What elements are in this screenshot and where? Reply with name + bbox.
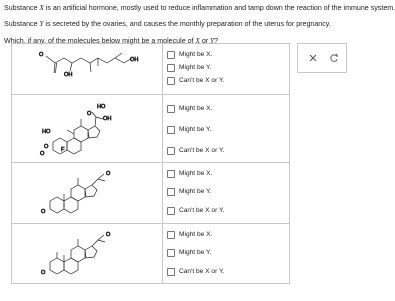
- molecule-3-options: [167, 163, 289, 224]
- molecule-3-radio-neither[interactable]: [167, 207, 175, 215]
- molecule-1-label-o: O: [39, 52, 44, 58]
- intro-line-3: Which, if any, of the molecules below might be a molecule of X or Y?: [4, 36, 218, 45]
- clear-button[interactable]: [306, 51, 320, 65]
- undo-icon: [329, 53, 339, 63]
- molecule-4-option-x[interactable]: Might be X.: [167, 229, 212, 240]
- molecule-1-option-x[interactable]: Might be X.: [167, 49, 212, 60]
- molecule-3-option-neither[interactable]: Can't be X or Y.: [167, 205, 224, 216]
- molecule-4-option-neither[interactable]: Can't be X or Y.: [167, 266, 224, 277]
- molecule-1-option-y[interactable]: Might be Y.: [167, 62, 211, 73]
- molecule-3-structure: [12, 163, 163, 224]
- molecule-4-radio-neither[interactable]: [167, 268, 175, 276]
- molecule-1-option-neither[interactable]: Can't be X or Y.: [167, 75, 224, 86]
- molecule-2-label-o2: O: [40, 151, 45, 157]
- molecule-2-option-x[interactable]: Might be X.: [167, 103, 212, 114]
- molecule-1-radio-y[interactable]: [167, 64, 175, 72]
- molecule-2-option-neither[interactable]: Can't be X or Y.: [167, 145, 224, 156]
- molecule-1-radio-x[interactable]: [167, 51, 175, 59]
- molecule-4-structure: [12, 224, 163, 284]
- molecule-2-radio-y[interactable]: [167, 126, 175, 134]
- molecule-2-structure: [12, 95, 163, 163]
- molecule-2-label-f: F: [61, 147, 65, 153]
- molecule-4-option-y[interactable]: Might be Y.: [167, 247, 211, 258]
- molecule-row-4: [12, 223, 289, 284]
- molecule-1-label-oh2: OH: [130, 57, 139, 63]
- molecule-2-option-y[interactable]: Might be Y.: [167, 124, 211, 135]
- molecule-4-label-o2: O: [106, 232, 111, 238]
- x-icon: [308, 53, 318, 63]
- molecule-4-label-o1: O: [41, 270, 46, 276]
- molecule-1-label-oh1: OH: [64, 72, 73, 78]
- molecule-1-options: [167, 44, 289, 94]
- molecule-2-options: [167, 95, 289, 163]
- molecule-grid: [11, 43, 290, 284]
- answer-toolbar: [297, 43, 347, 73]
- molecule-2-radio-neither[interactable]: [167, 147, 175, 155]
- molecule-3-label-o1: O: [41, 209, 46, 215]
- molecule-4-options: [167, 224, 289, 284]
- molecule-row-3: [12, 162, 289, 224]
- molecule-4-radio-x[interactable]: [167, 231, 175, 239]
- molecule-1-structure: [12, 44, 163, 94]
- molecule-2-label-ho3: HO: [97, 104, 106, 110]
- molecule-row-2: [12, 94, 289, 163]
- molecule-3-radio-y[interactable]: [167, 188, 175, 196]
- molecule-3-option-y[interactable]: Might be Y.: [167, 186, 211, 197]
- molecule-2-label-ho2: HO: [42, 129, 51, 135]
- molecule-3-radio-x[interactable]: [167, 170, 175, 178]
- undo-button[interactable]: [327, 51, 341, 65]
- molecule-2-label-o1: O: [87, 111, 92, 117]
- molecule-3-label-o2: O: [106, 171, 111, 177]
- molecule-3-option-x[interactable]: Might be X.: [167, 168, 212, 179]
- molecule-2-radio-x[interactable]: [167, 105, 175, 113]
- molecule-2-label-ho1: O: [44, 144, 49, 150]
- intro-line-2: Substance Y is secreted by the ovaries, and causes the monthly preparation of the uterus for pregnancy.: [4, 20, 331, 29]
- intro-line-1: Substance X is an artificial hormone, mostly used to reduce inflammation and tamp down the reaction of the immune system.: [4, 4, 395, 12]
- molecule-4-radio-y[interactable]: [167, 249, 175, 257]
- molecule-1-radio-neither[interactable]: [167, 77, 175, 85]
- molecule-row-1: [12, 44, 289, 94]
- molecule-2-label-oh: OH: [103, 116, 112, 122]
